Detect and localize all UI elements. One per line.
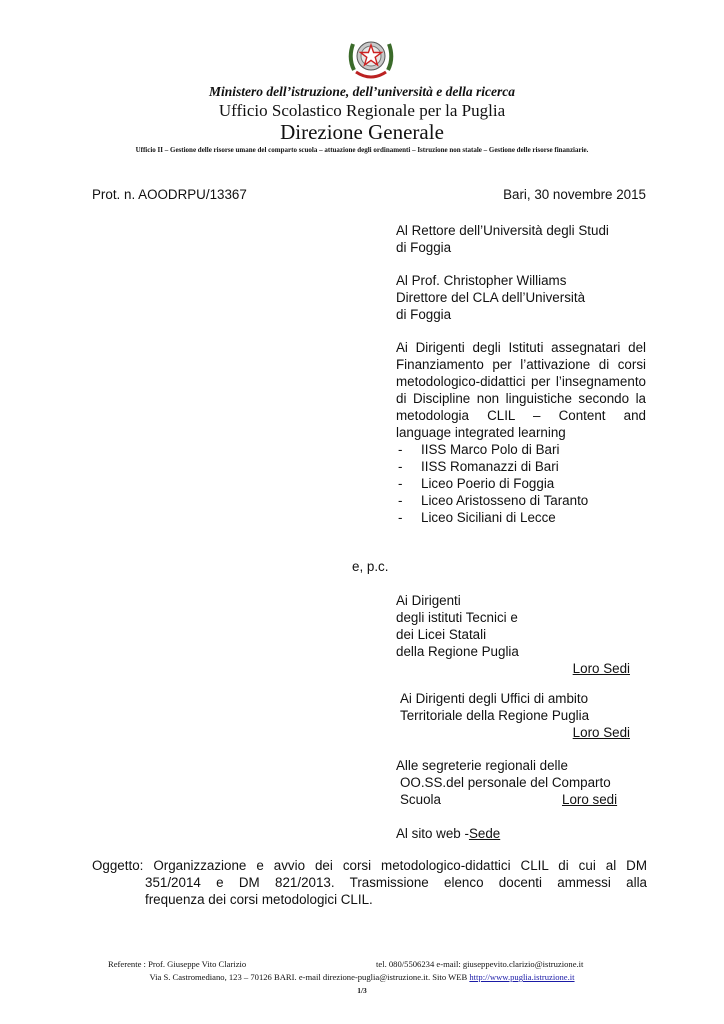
list-item: - Liceo Aristosseno di Taranto xyxy=(396,492,646,509)
footer-contact: tel. 080/5506234 e-mail: giuseppevito.clarizio@istruzione.it xyxy=(376,959,584,969)
school-list xyxy=(396,441,646,526)
ministry-name: Ministero dell’istruzione, dell’università e della ricerca xyxy=(209,84,515,99)
recipient-line: dei Licei Statali xyxy=(396,627,487,642)
recipient-line: della Regione Puglia xyxy=(396,644,519,659)
recipient-sito-web xyxy=(396,825,500,842)
subject-block xyxy=(92,857,647,908)
epc-label: e, p.c. xyxy=(352,559,389,574)
recipient-line: Alle segreterie regionali delle xyxy=(396,758,568,773)
direction-title: Direzione Generale xyxy=(280,120,444,144)
recipient-dirigenti-istituti xyxy=(396,339,646,526)
recipient-rettore xyxy=(396,222,646,256)
recipient-line: Al Rettore dell’Università degli Studi xyxy=(396,223,609,238)
recipient-line: di Foggia xyxy=(396,240,452,255)
footer-address-line xyxy=(0,972,724,983)
loro-sedi-label: Loro Sedi xyxy=(572,725,630,740)
recipient-dirigenti-tecnici xyxy=(396,592,630,677)
list-item: - IISS Romanazzi di Bari xyxy=(396,458,646,475)
recipient-uffici xyxy=(400,690,630,741)
list-item: - IISS Marco Polo di Bari xyxy=(396,441,646,458)
recipient-line: Al Prof. Christopher Williams xyxy=(396,273,567,288)
website-link[interactable]: http://www.puglia.istruzione.it xyxy=(469,972,575,982)
subject-line: frequenza dei corsi metodologici CLIL. xyxy=(145,892,373,907)
subject-line: Oggetto: Organizzazione e avvio dei corsi metodologico-didattici CLIL di cui al DM xyxy=(92,858,647,873)
list-item: - Liceo Siciliani di Lecce xyxy=(396,509,646,526)
footer-referente: Referente : Prof. Giuseppe Vito Clarizio xyxy=(108,959,247,969)
recipient-segreterie xyxy=(396,757,626,808)
page-number: 1/3 xyxy=(357,986,367,995)
recipient-williams xyxy=(396,272,646,323)
italian-republic-emblem-icon xyxy=(346,32,396,84)
recipient-paragraph: Ai Dirigenti degli Istituti assegnatari del Finanziamento per l’attivazione di corsi metodologico-didattici per l’insegnamento di Discipline non linguistiche secondo la metodologia CLIL – Content and language integrated learning xyxy=(396,340,646,440)
protocol-number: Prot. n. AOODRPU/13367 xyxy=(92,187,247,202)
list-item: - Liceo Poerio di Foggia xyxy=(396,475,646,492)
recipient-line: Direttore del CLA dell’Università xyxy=(396,290,586,305)
footer-address: Via S. Castromediano, 123 – 70126 BARI. e-mail direzione-puglia@istruzione.it. Sito WEB xyxy=(149,972,468,982)
recipient-line: Al sito web - xyxy=(396,826,469,841)
subject-line: 351/2014 e DM 821/2013. Trasmissione elenco docenti ammessi alla xyxy=(145,875,647,890)
loro-sedi-label: Loro Sedi xyxy=(572,661,630,676)
recipient-line: Scuola xyxy=(400,792,441,807)
recipient-line: Ai Dirigenti xyxy=(396,593,461,608)
recipient-line: Territoriale della Regione Puglia xyxy=(400,708,590,723)
office-subtitle: Ufficio II – Gestione delle risorse umane del comparto scuola – attuazione degli ordinamenti – Istruzione non statale – Gestione delle risorse finanziarie. xyxy=(135,146,589,154)
recipient-line: di Foggia xyxy=(396,307,452,322)
letter-date: Bari, 30 novembre 2015 xyxy=(503,187,646,202)
recipient-line: degli istituti Tecnici e xyxy=(396,610,518,625)
recipient-line: OO.SS.del personale del Comparto xyxy=(400,775,611,790)
sede-label: Sede xyxy=(468,826,501,841)
office-name: Ufficio Scolastico Regionale per la Puglia xyxy=(218,101,506,120)
recipient-line: Ai Dirigenti degli Uffici di ambito xyxy=(400,691,589,706)
loro-sedi-label: Loro sedi xyxy=(562,792,618,807)
